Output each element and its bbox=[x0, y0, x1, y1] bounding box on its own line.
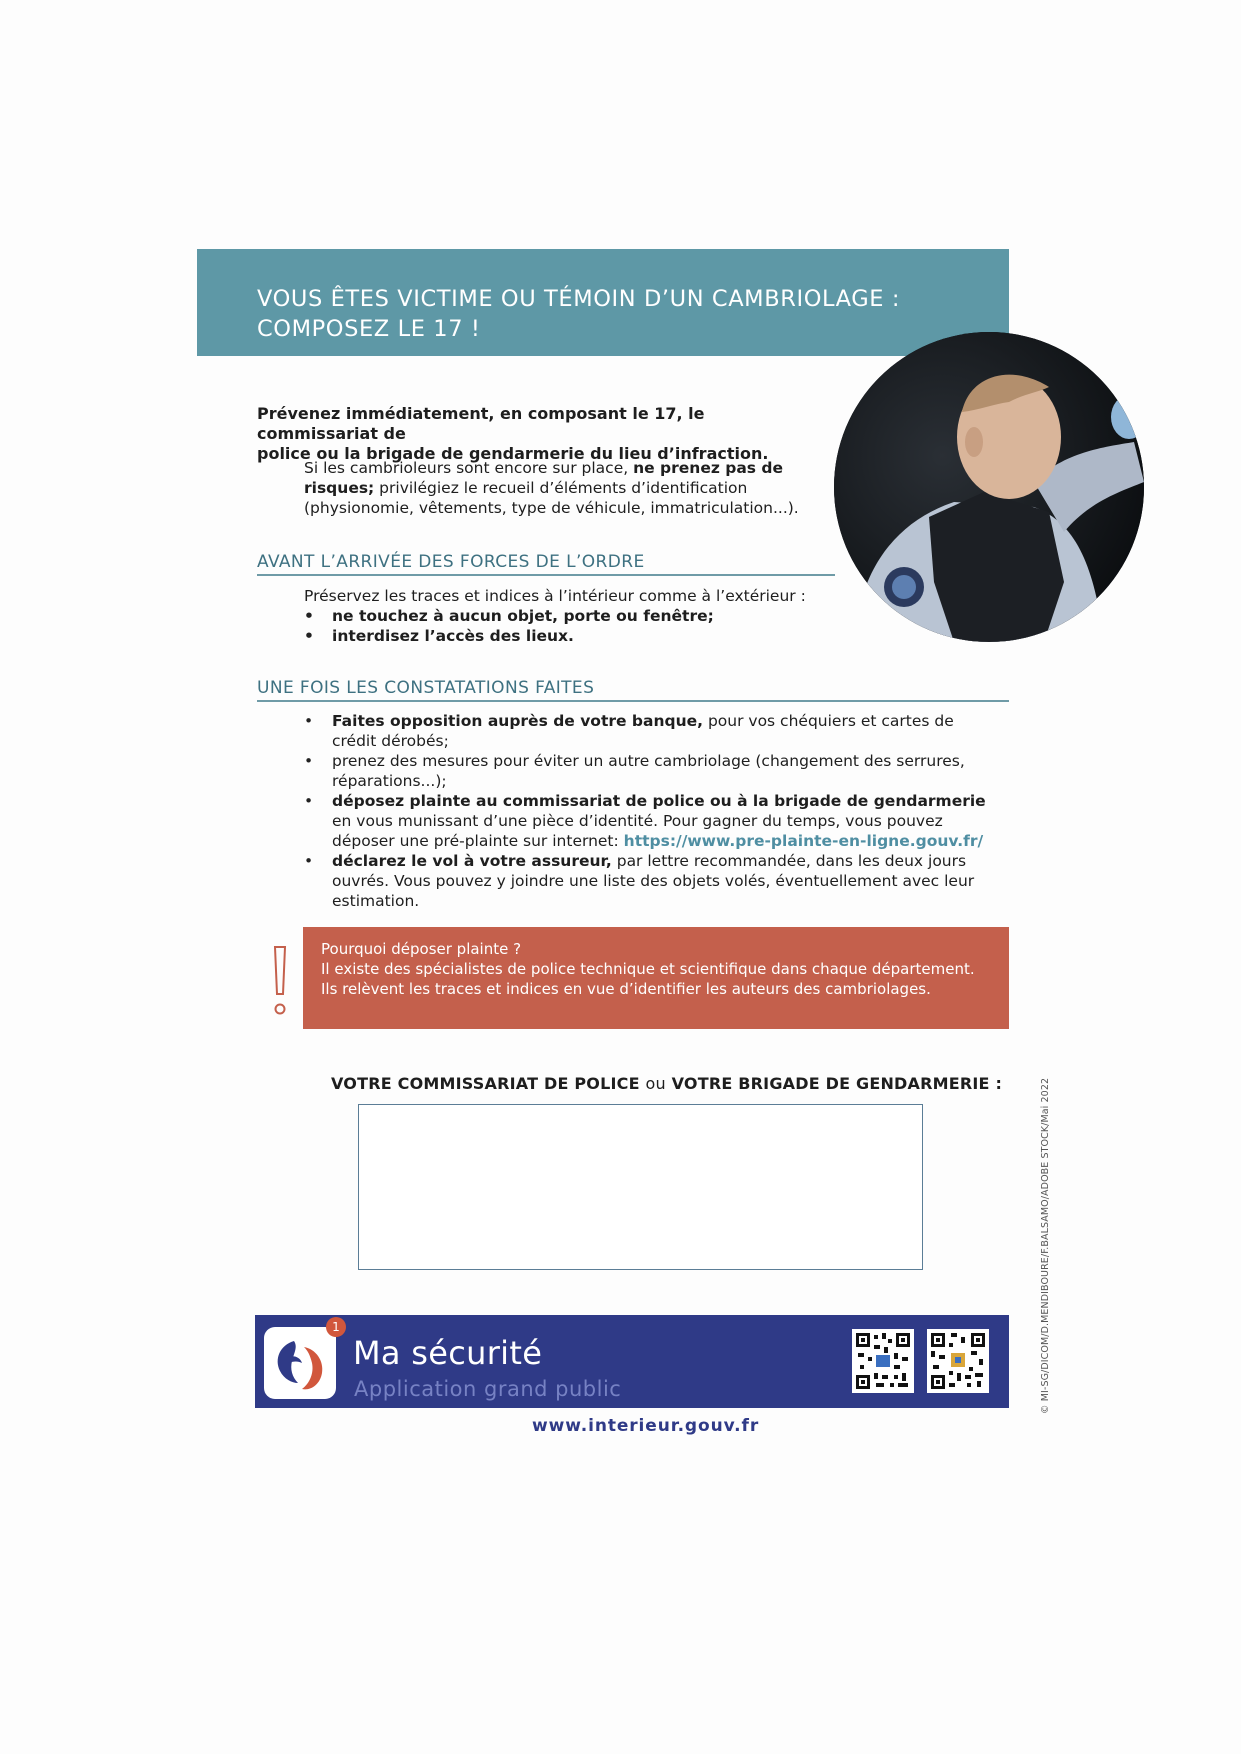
item1-bold: Faites opposition auprès de votre banque, bbox=[332, 712, 704, 730]
marianne-logo-icon bbox=[264, 1327, 336, 1399]
station-title-part-1: VOTRE COMMISSARIAT DE POLICE bbox=[331, 1074, 646, 1093]
qr-code-icon[interactable] bbox=[852, 1329, 914, 1393]
station-info-box[interactable] bbox=[358, 1104, 923, 1270]
list-item bbox=[304, 711, 994, 751]
item4-text: par lettre recommandée, dans les deux jours ouvrés. Vous pouvez y joindre une liste des objets volés, éventuellement avec leur estimation. bbox=[332, 852, 975, 910]
notification-badge: 1 bbox=[326, 1317, 346, 1337]
section-rule-2 bbox=[257, 700, 1009, 702]
list-item: • interdisez l’accès des lieux. bbox=[304, 626, 824, 646]
photo-credit: © MI-SG/DICOM/D.MENDIBOURE/F.BALSAMO/ADOBE STOCK/Mai 2022 bbox=[1040, 1077, 1051, 1414]
list-item: • prenez des mesures pour éviter un autre cambriolage (changement des serrures, réparations...); bbox=[304, 751, 994, 791]
section1-list bbox=[304, 606, 824, 646]
station-title bbox=[331, 1074, 1002, 1093]
item3-text: en vous munissant d’une pièce d’identité. Pour gagner du temps, vous pouvez déposer une pré-plainte sur internet: bbox=[332, 812, 943, 850]
exclamation-icon bbox=[272, 946, 288, 1018]
list-item: • ne touchez à aucun objet, porte ou fenêtre; bbox=[304, 606, 824, 626]
intro-bold-line-1: Prévenez immédiatement, en composant le 17, le commissariat de bbox=[257, 404, 705, 443]
alert-box bbox=[303, 927, 1009, 1029]
item1-text: pour vos chéquiers et cartes de crédit dérobés; bbox=[332, 712, 954, 750]
intro-text-bold: ne prenez pas de risques; bbox=[304, 459, 784, 497]
website-url[interactable]: www.interieur.gouv.fr bbox=[532, 1416, 760, 1436]
section2-body bbox=[304, 711, 994, 911]
list-item bbox=[304, 791, 994, 851]
header-band bbox=[197, 249, 1009, 356]
header-line-1: VOUS ÊTES VICTIME OU TÉMOIN D’UN CAMBRIOLAGE : bbox=[257, 286, 901, 312]
intro-text-part-2: privilégiez le recueil d’éléments d’identification (physionomie, vêtements, type de véhicule, immatriculation...). bbox=[304, 479, 799, 517]
section-rule-1 bbox=[257, 574, 835, 576]
section-title-after-findings: UNE FOIS LES CONSTATATIONS FAITES bbox=[257, 678, 595, 698]
qr-code-icon[interactable] bbox=[927, 1329, 989, 1393]
section2-list bbox=[304, 711, 994, 911]
intro-bold-paragraph bbox=[257, 404, 817, 464]
intro-text-part-1: Si les cambrioleurs sont encore sur place, bbox=[304, 459, 634, 477]
section1-lead: Préservez les traces et indices à l’intérieur comme à l’extérieur : bbox=[304, 587, 806, 605]
section1-body bbox=[304, 586, 824, 646]
alert-text: Il existe des spécialistes de police technique et scientifique dans chaque département. Ils relèvent les traces et indices en vue d’identifier les auteurs des cambriolages. bbox=[321, 960, 975, 998]
station-title-ou: ou bbox=[645, 1074, 666, 1093]
section-title-before-arrival: AVANT L’ARRIVÉE DES FORCES DE L’ORDRE bbox=[257, 552, 645, 572]
station-title-part-2: VOTRE BRIGADE DE GENDARMERIE : bbox=[665, 1074, 1003, 1093]
item4-bold: déclarez le vol à votre assureur, bbox=[332, 852, 612, 870]
intro-paragraph bbox=[304, 458, 824, 518]
list-item bbox=[304, 851, 994, 911]
app-name: Ma sécurité bbox=[353, 1334, 543, 1372]
alert-title: Pourquoi déposer plainte ? bbox=[321, 940, 522, 958]
item3-bold: déposez plainte au commissariat de police ou à la brigade de gendarmerie bbox=[332, 792, 986, 810]
intro-bold-line-2: police ou la brigade de gendarmerie du lieu d’infraction. bbox=[257, 444, 769, 463]
pre-plainte-link[interactable]: https://www.pre-plainte-en-ligne.gouv.fr/ bbox=[623, 832, 984, 850]
header-line-2: COMPOSEZ LE 17 ! bbox=[257, 316, 481, 342]
officer-photo bbox=[834, 332, 1144, 642]
app-subtitle: Application grand public bbox=[354, 1377, 622, 1401]
app-banner[interactable] bbox=[255, 1315, 1009, 1408]
